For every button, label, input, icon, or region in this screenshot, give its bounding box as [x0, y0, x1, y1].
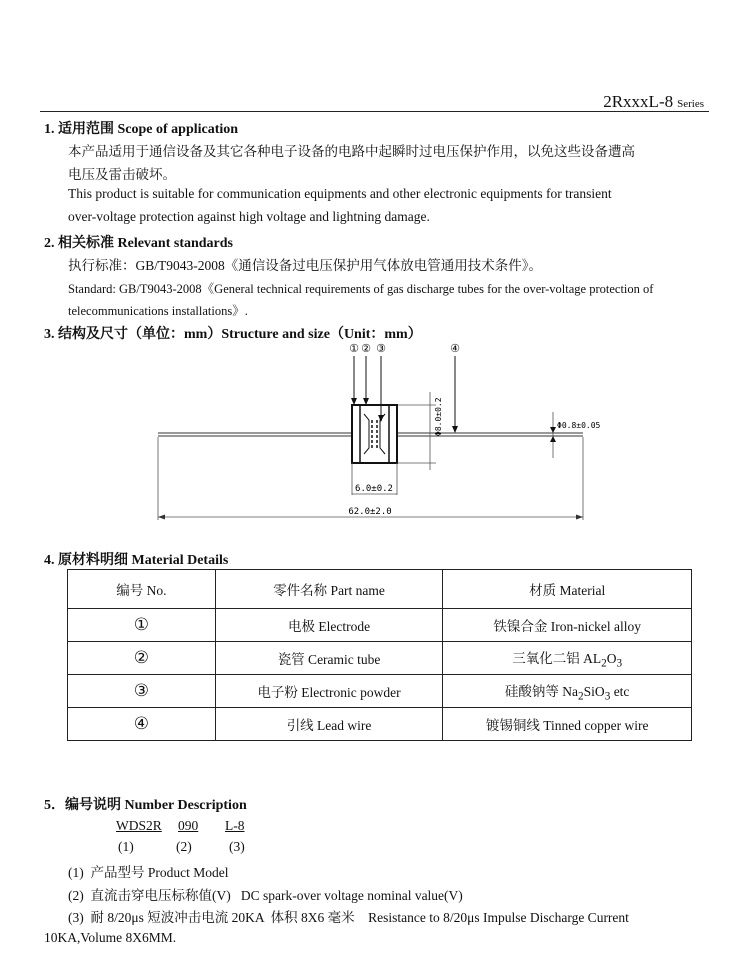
- structure-drawing: [0, 335, 750, 530]
- table-row: [68, 642, 692, 675]
- table-header-row: [68, 570, 692, 609]
- row-no: ④: [68, 708, 216, 741]
- series-label: Series: [677, 98, 704, 110]
- desc-item-1: (1) 产品型号 Product Model: [68, 865, 229, 880]
- callout-3: ③: [376, 342, 386, 355]
- row-part: 电极 Electrode: [215, 609, 443, 642]
- material-text: 三氧化二铝 AL: [512, 650, 602, 666]
- tube-body: [352, 405, 397, 463]
- section3-heading: 3. 结构及尺寸（单位：mm）Structure and size（Unit：mm）: [44, 327, 422, 342]
- section2-heading: 2. 相关标准 Relevant standards: [44, 236, 234, 251]
- row-no: ③: [68, 675, 216, 708]
- subscript: 2: [601, 657, 607, 670]
- section1-cn-line2: 电压及雷击破坏。: [68, 167, 176, 182]
- header-rule: [40, 111, 709, 112]
- section1-cn-line1: 本产品适用于通信设备及其它各种电子设备的电路中起瞬时过电压保护作用，以免这些设备遭高: [68, 144, 635, 159]
- subscript: 3: [616, 657, 623, 670]
- code-part-model: WDS2R: [116, 818, 162, 833]
- total-len-arrow-left: [158, 515, 165, 520]
- row-no: ②: [68, 642, 216, 675]
- subscript: 3: [604, 690, 611, 703]
- lead-diam-arrow-bottom: [550, 436, 556, 442]
- table-row: [68, 609, 692, 642]
- desc-item-3: (3) 耐 8/20μs 短波冲击电流 20KA 体积 8X6 毫米 Resistance to 8/20μs Impulse Discharge Current: [68, 910, 629, 925]
- row-part: 电子粉 Electronic powder: [215, 675, 443, 708]
- subscript: 2: [578, 690, 584, 703]
- col-header-part: 零件名称 Part name: [215, 570, 443, 609]
- material-table: [67, 569, 692, 741]
- row-material: 镀锡铜线 Tinned copper wire: [443, 708, 692, 741]
- table-row: [68, 675, 692, 708]
- row-material: 铁镍合金 Iron-nickel alloy: [443, 609, 692, 642]
- lead-diameter-label: Φ0.8±0.05: [557, 421, 601, 430]
- lead-diam-arrow-top: [550, 427, 556, 433]
- code-index-3: (3): [229, 839, 245, 854]
- material-text: 硅酸钠等 Na: [504, 683, 579, 699]
- body-length-label: 6.0±0.2: [355, 484, 393, 494]
- row-part: 瓷管 Ceramic tube: [215, 642, 443, 675]
- table-row: [68, 708, 692, 741]
- row-material: [443, 675, 692, 708]
- callout-2: ②: [361, 342, 371, 355]
- total-length-label: 62.0±2.0: [348, 507, 392, 517]
- arrow-4: [452, 426, 458, 433]
- series-code: 2RxxxL-8: [603, 92, 674, 111]
- section4-heading: 4. 原材料明细 Material Details: [44, 553, 229, 568]
- section2-en-line2: telecommunications installations》.: [68, 304, 248, 318]
- section2-en-line1: Standard: GB/T9043-2008《General technical requirements of gas discharge tubes for the over-voltage protection of: [68, 282, 654, 296]
- material-text: O: [606, 650, 617, 666]
- row-no: ①: [68, 609, 216, 642]
- total-len-arrow-right: [576, 515, 583, 520]
- code-part-voltage: 090: [178, 818, 199, 833]
- body-diameter-label: Φ8.0±0.2: [434, 397, 443, 436]
- arrow-1: [351, 398, 357, 405]
- section5-heading: 5．编号说明 Number Description: [44, 798, 247, 813]
- section1-en-line1: This product is suitable for communication equipments and other electronic equipments for transient: [68, 186, 612, 201]
- col-header-material: 材质 Material: [443, 570, 692, 609]
- material-text: SiO: [583, 683, 605, 699]
- callout-4: ④: [450, 342, 460, 355]
- arrow-2: [363, 398, 369, 405]
- callout-1: ①: [349, 342, 359, 355]
- row-material: [443, 642, 692, 675]
- section1-heading: 1. 适用范围 Scope of application: [44, 122, 239, 137]
- desc-item-2: (2) 直流击穿电压标称值(V) DC spark-over voltage nominal value(V): [68, 888, 463, 903]
- desc-item-3-cont: 10KA,Volume 8X6MM.: [44, 930, 177, 945]
- code-index-2: (2): [176, 839, 192, 854]
- code-part-suffix: L-8: [225, 818, 245, 833]
- section1-en-line2: over-voltage protection against high voltage and lightning damage.: [68, 209, 430, 224]
- document-title: [603, 92, 704, 112]
- material-text: etc: [610, 683, 630, 699]
- row-part: 引线 Lead wire: [215, 708, 443, 741]
- section2-cn-line: 执行标准：GB/T9043-2008《通信设备过电压保护用气体放电管通用技术条件》。: [68, 258, 542, 273]
- col-header-no: 编号 No.: [68, 570, 216, 609]
- code-index-1: (1): [118, 839, 134, 854]
